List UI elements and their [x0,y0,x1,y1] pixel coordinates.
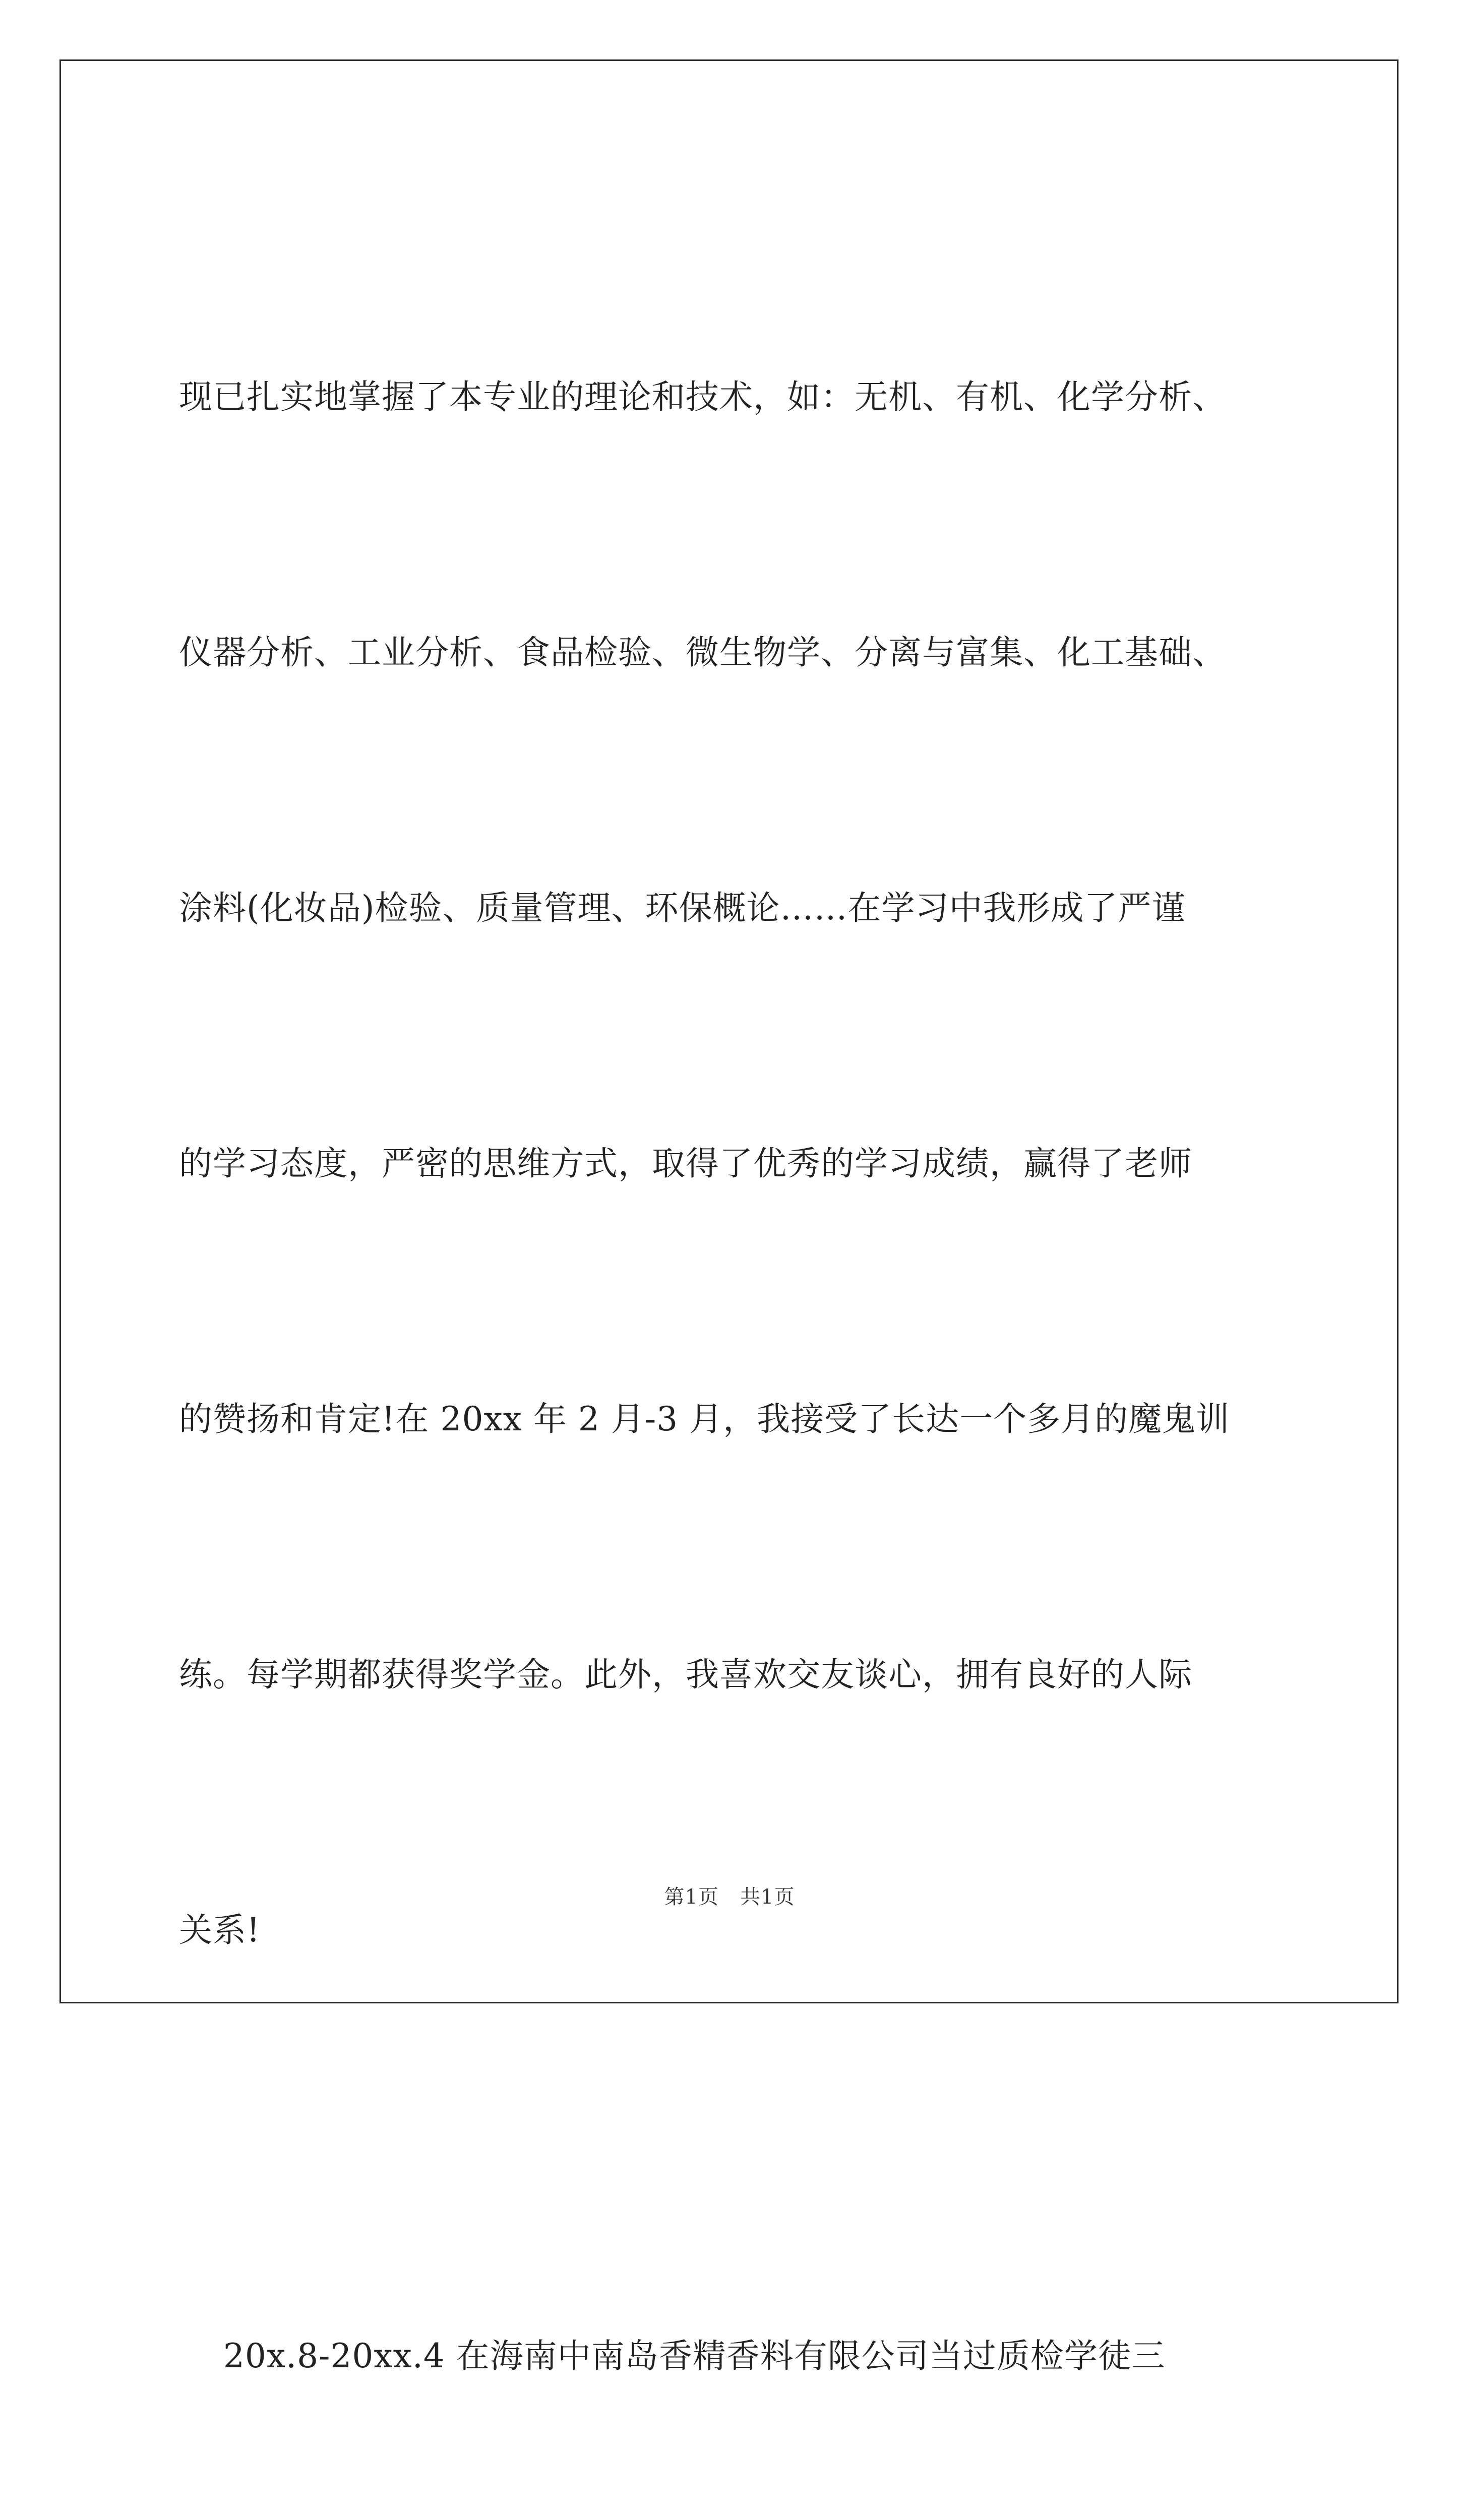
text-line: 现已扎实地掌握了本专业的理论和技术，如：无机、有机、化学分析、 [179,377,1226,416]
page-footer [0,1881,1459,1910]
text-line: 关系! [179,1911,261,1949]
page-count: 共1页 [740,1885,795,1909]
paragraph [179,2143,1344,2520]
paragraph [179,184,1344,2143]
text-line: 练。每学期都获得奖学金。此外，我喜欢交友谈心，拥有良好的人际 [179,1655,1192,1694]
page-number: 第1页 [664,1885,719,1909]
document-body [179,184,1344,2520]
text-line: 的赞扬和肯定!在 20xx 年 2 月-3 月，我接受了长达一个多月的魔鬼训 [179,1400,1230,1438]
text-line: 仪器分析、工业分析、食品检验、微生物学、分离与富集、化工基础、 [179,633,1226,672]
text-line: 20x.8-20xx.4 在海南中南岛香精香料有限公司当过质检学徒三 [179,2337,1166,2375]
text-line: 涂料(化妆品)检验、质量管理、环保概论……在学习中我形成了严谨 [179,889,1186,927]
text-line: 的学习态度，严密的思维方式，取得了优秀的学习成绩，赢得了老师 [179,1144,1192,1183]
